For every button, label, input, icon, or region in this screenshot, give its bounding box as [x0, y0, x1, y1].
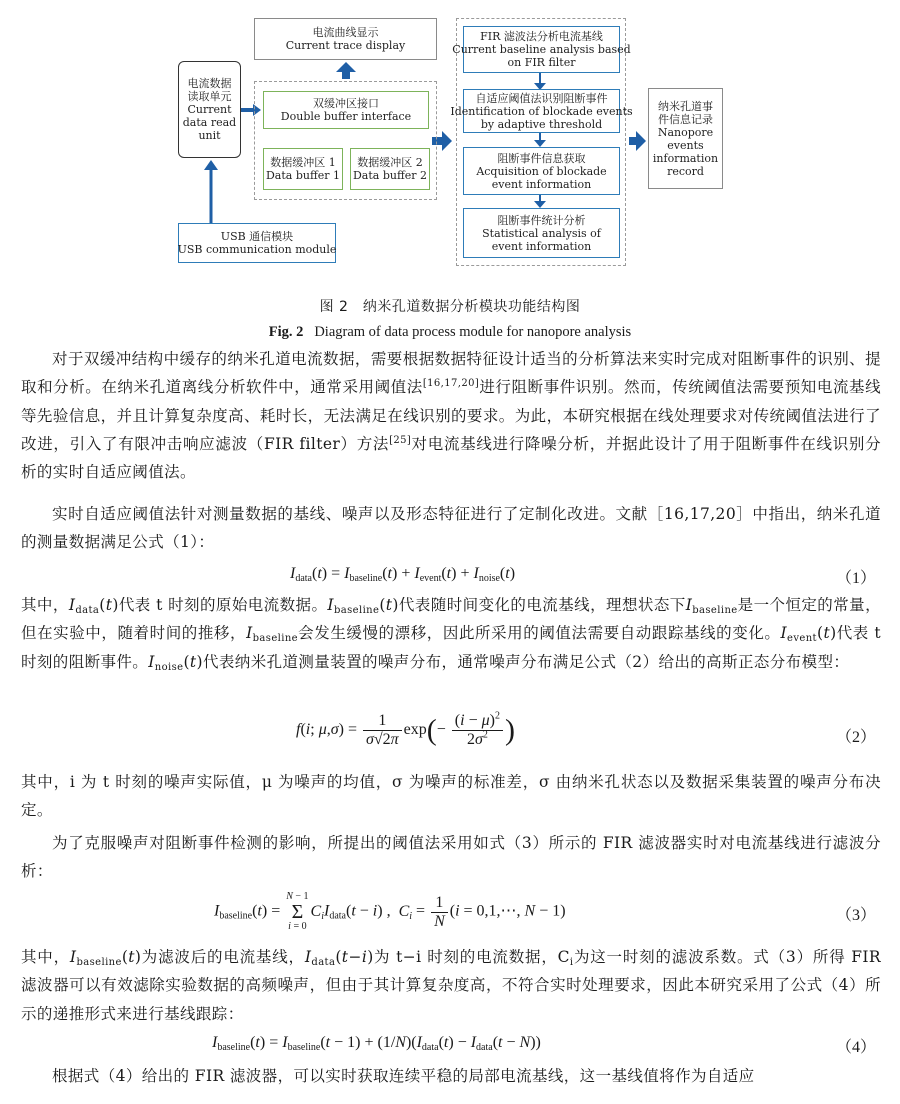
citation: [25]: [389, 434, 412, 446]
acquisition-line: event information: [491, 177, 592, 191]
adaptive-line: Identification of blockade events: [450, 104, 633, 118]
p1-text: 对电流基线进行降噪分析，并据此设计了用于阻断事件在线识别分析的实时自适应阈值法。: [21, 434, 881, 482]
buffer-1-box: [263, 148, 343, 190]
read-unit-line: data read: [182, 116, 237, 129]
p3-text: 代表 t 时刻的阻断事件。: [21, 624, 881, 671]
equation-4: $I_{baseline}(t) = I_{baseline}(t - 1) + (1/N)(I_{data}(t) - I_{data}(t - N))$ （4）: [212, 1034, 876, 1056]
fir-line: Current baseline analysis based: [452, 43, 631, 56]
buffer-2-box: [350, 148, 430, 190]
p3-text: 代表随时间变化的电流基线，理想状态下: [398, 596, 686, 614]
p3-text: 是一个恒定的常量，但在实验中，随着时间的推移，: [21, 596, 882, 643]
acquisition-box: [463, 147, 620, 195]
statistics-line: Statistical analysis of: [482, 226, 601, 240]
buffer-1-zh: 数据缓冲区 1: [270, 156, 336, 169]
equation-number: （2）: [835, 729, 876, 746]
equation-number: （4）: [835, 1039, 876, 1056]
statistics-line: event information: [491, 239, 592, 253]
equation-2: f(i; μ,σ) = $\frac{1}{\sigma√2\pi}$ exp(− $\frac{(i - \mu)^2}{2\sigma^2}$ ) （2）: [296, 710, 876, 748]
citation: [16,17,20]: [422, 378, 480, 390]
block-diagram: [0, 0, 900, 275]
equation-1: $I_{data}(t) = I_{baseline}(t) + I_{event}(t) + I_{noise}(t)$ （1）: [290, 565, 876, 587]
figure-title: Diagram of data process module for nanopore analysis: [314, 324, 632, 340]
statistics-box: [463, 208, 620, 258]
equation-3: $I_{baseline}(t) = N - 1$ Σ $i = 0C_iI_{data}(t - i)$ , $C_i$ = $\frac{1}{N}$ (i = 0,1,⋯, N − 1) （3）: [214, 891, 876, 932]
equation-number: （3）: [835, 907, 876, 924]
record-box: [648, 88, 723, 189]
p6-text: 为 t−i 时刻的电流数据，C: [373, 948, 570, 966]
adaptive-box: [450, 89, 633, 133]
record-line: Nanopore: [657, 125, 714, 139]
p3-text: 其中，: [21, 596, 69, 614]
display-zh: 电流曲线显示: [312, 26, 379, 39]
p3-text: 代表纳米孔道测量装置的噪声分布，通常噪声分布满足公式（2）给出的高斯正态分布模型：: [203, 652, 850, 671]
adaptive-line: 自适应阈值法识别阻断事件: [475, 91, 608, 105]
read-unit-line: unit: [198, 129, 221, 142]
record-line: 纳米孔道事: [658, 99, 713, 113]
diagram-connectors: [0, 0, 900, 275]
read-unit-box: [178, 61, 241, 158]
record-line: events: [667, 138, 704, 152]
arrow-up-icon: [204, 160, 218, 170]
paragraph-7: 根据式（4）给出的 FIR 滤波器，可以实时获取连续平稳的局部电流基线，这一基线值将作为自适应: [52, 1067, 755, 1085]
figure-caption-en: [0, 324, 900, 341]
figure-number: Fig. 2: [268, 324, 304, 340]
paragraph-4: 其中，i 为 t 时刻的噪声实际值，μ 为噪声的均值，σ 为噪声的标准差，σ 由纳米孔状态以及数据采集装置的噪声分布决定。: [21, 773, 881, 820]
display-box: [254, 18, 437, 60]
buffer-1-en: Data buffer 1: [265, 169, 341, 182]
read-unit-line: 电流数据: [187, 77, 232, 90]
acquisition-line: 阻断事件信息获取: [497, 151, 586, 165]
p6-text: 为滤波后的电流基线，: [141, 948, 305, 966]
double-buffer-zh: 双缓冲区接口: [313, 97, 379, 110]
p6-text: 为这一时刻的滤波系数。式（3）所得 FIR 滤波器可以有效滤除实验数据的高频噪声，但由于其计算复杂度高，不符合实时处理要求，因此本研究采用了公式（4）所示的递推形式来进行基线跟踪：: [21, 948, 881, 1023]
arrow-right-icon: [629, 131, 646, 151]
buffer-2-zh: 数据缓冲区 2: [357, 156, 423, 169]
usb-en: USB communication module: [177, 243, 337, 256]
buffer-2-en: Data buffer 2: [352, 169, 428, 182]
paragraph-3: 其中，$I_{data}(t)$代表 t 时刻的原始电流数据。$I_{baseline}(t)$代表随时间变化的电流基线，理想状态下$I_{baseline}$是一个恒定的常量，但在实验中，随着时间的推移，$I_{baseline}$会发生缓慢的漂移，因此所采用的阈值法需要自动跟踪基线的变化。$I_{event}(t)$代表 t 时刻的阻断事件。$I_{noise}(t)$代表纳米孔道测量装置的噪声分布，通常噪声分布满足公式（2）给出的高斯正态分布模型：: [21, 596, 882, 673]
paragraph-1: [21, 345, 881, 486]
p6-text: 其中，: [21, 948, 70, 966]
read-unit-line: Current: [187, 103, 232, 116]
acquisition-line: Acquisition of blockade: [476, 164, 607, 178]
figure-caption-zh: 图 2 纳米孔道数据分析模块功能结构图: [319, 299, 581, 315]
arrow-up-icon: [336, 62, 356, 79]
equation-number: （1）: [835, 570, 876, 587]
display-en: Current trace display: [285, 39, 406, 52]
p1-text: 进行阻断事件识别。然而，传统阈值法需要预知电流基线等先验信息，并且计算复杂度高、耗时长，无法满足在线识别的要求。为此，本研究根据在线处理要求对传统阈值法进行了改进，引入了有限冲击响应滤波（FIR filter）方法: [21, 378, 881, 453]
paragraph-5: 为了克服噪声对阻断事件检测的影响，所提出的阈值法采用如式（3）所示的 FIR 滤波器实时对电流基线进行滤波分析：: [21, 834, 881, 881]
fir-line: FIR 滤波法分析电流基线: [480, 30, 603, 43]
adaptive-line: by adaptive threshold: [480, 117, 603, 131]
paragraph-6: 其中，$I_{baseline}(t)$为滤波后的电流基线，$I_{data}(t-i)$为 t−i 时刻的电流数据，$C_i$为这一时刻的滤波系数。式（3）所得 FIR 滤波器可以有效滤除实验数据的高频噪声，但由于其计算复杂度高，不符合实时处理要求，因此本研究采用了公式（4）所示的递推形式来进行基线跟踪：: [21, 948, 881, 1023]
double-buffer-box: [263, 91, 429, 129]
paragraph-2: 实时自适应阈值法针对测量数据的基线、噪声以及形态特征进行了定制化改进。文献［16,17,20］中指出，纳米孔道的测量数据满足公式（1）：: [21, 505, 881, 552]
fir-box: [452, 26, 631, 73]
p3-text: 会发生缓慢的漂移，因此所采用的阈值法需要自动跟踪基线的变化。: [298, 624, 781, 643]
p3-text: 代表 t 时刻的原始电流数据。: [118, 596, 328, 614]
record-line: 件信息记录: [658, 112, 713, 126]
record-line: record: [667, 164, 704, 178]
fir-line: on FIR filter: [507, 56, 576, 69]
double-buffer-en: Double buffer interface: [280, 110, 412, 123]
statistics-line: 阻断事件统计分析: [497, 213, 586, 227]
usb-zh: USB 通信模块: [220, 230, 294, 243]
record-line: information: [652, 151, 719, 165]
p1-text: 对于双缓冲结构中缓存的纳米孔道电流数据，需要根据数据特征设计适当的分析算法来实时完成对阻断事件的识别、提取和分析。在纳米孔道离线分析软件中，通常采用阈值法: [21, 350, 881, 397]
read-unit-line: 读取单元: [187, 90, 232, 103]
usb-module-box: [178, 223, 336, 263]
